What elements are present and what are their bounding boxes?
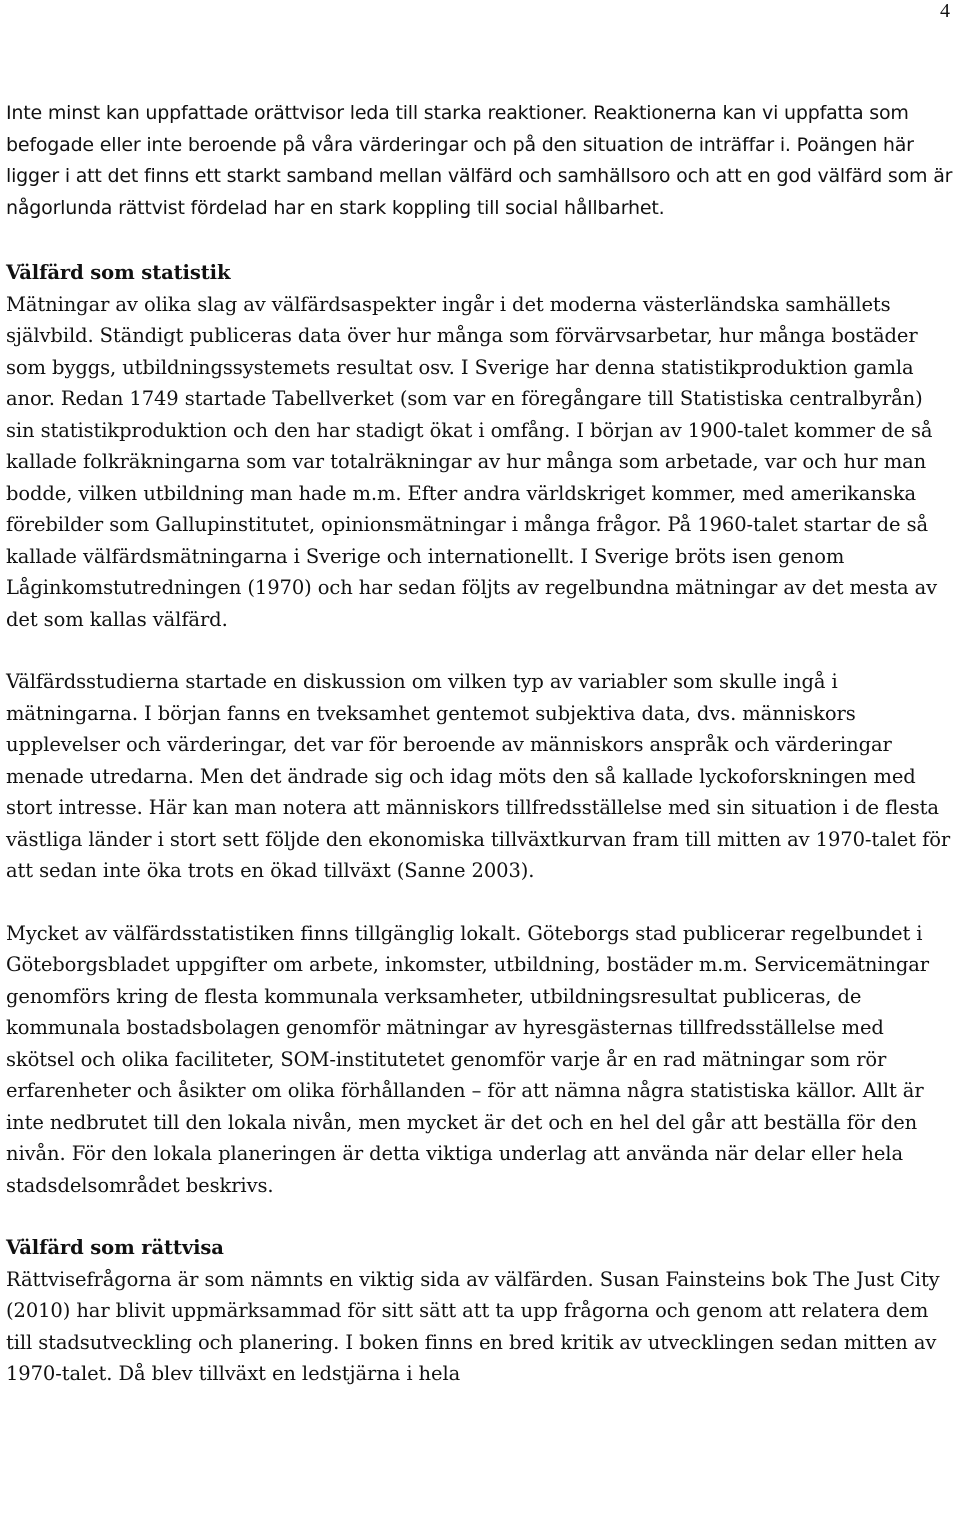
paragraph-intro: Inte minst kan uppfattade orättvisor leda till starka reaktioner. Reaktionerna kan vi uppfatta som befogade eller inte beroende på våra värderingar och på den situation de inträffar i. Poängen här ligger i att det finns ett starkt samband mellan välfärd och samhällsoro och att en god välfärd som är någorlunda rättvist fördelad har en stark koppling till social hållbarhet.	[6, 102, 953, 219]
document-body	[6, 98, 954, 1390]
section-justice	[6, 1232, 954, 1390]
paragraph-welfare-studies: Välfärdsstudierna startade en diskussion om vilken typ av variabler som skulle ingå i mätningarna. I början fanns en tveksamhet gentemot subjektiva data, dvs. människors upplevelser och värderingar, det var för beroende av människors anspråk och värderingar menade utredarna. Men det ändrade sig och idag möts den så kallade lyckoforskningen med stort intresse. Här kan man notera att människors tillfredsställelse med sin situation i de flesta västliga länder i stort sett följde den ekonomiska tillväxtkurvan fram till mitten av 1970-talet för att sedan inte öka trots en ökad tillväxt (Sanne 2003).	[6, 670, 951, 882]
page-number: 4	[940, 0, 950, 22]
paragraph-justice: Rättvisefrågorna är som nämnts en viktig sida av välfärden. Susan Fainsteins bok The Just City (2010) har blivit uppmärksammad för sitt sätt att ta upp frågorna och genom att relatera dem till stadsutveckling och planering. I boken finns en bred kritik av utvecklingen sedan mitten av 1970-talet. Då blev tillväxt en ledstjärna i hela	[6, 1267, 940, 1385]
section-heading-statistics: Välfärd som statistik	[6, 261, 231, 284]
section-heading-justice: Välfärd som rättvisa	[6, 1236, 224, 1259]
paragraph-statistics: Mätningar av olika slag av välfärdsaspekter ingår i det moderna västerländska samhällets självbild. Ständigt publiceras data över hur många som förvärvsarbetar, hur många bostäder som byggs, utbildningssystemets resultat osv. I Sverige har denna statistikproduktion gamla anor. Redan 1749 startade Tabellverket (som var en föregångare till Statistiska centralbyrån) sin statistikproduktion och den har stadigt ökat i omfång. I början av 1900-talet kommer de så kallade folkräkningarna som var totalräkningar av hur många som arbetade, var och hur man bodde, vilken utbildning man hade m.m. Efter andra världskriget kommer, med amerikanska förebilder som Gallupinstitutet, opinionsmätningar i många frågor. På 1960-talet startar de så kallade välfärdsmätningarna i Sverige och internationellt. I Sverige bröts isen genom Låginkomstutredningen (1970) och har sedan följts av regelbundna mätningar av det mesta av det som kallas välfärd.	[6, 292, 938, 631]
section-statistics	[6, 257, 954, 635]
paragraph-local-statistics: Mycket av välfärdsstatistiken finns tillgänglig lokalt. Göteborgs stad publicerar regelbundet i Göteborgsbladet uppgifter om arbete, inkomster, utbildning, bostäder m.m. Servicemätningar genomförs kring de flesta kommunala verksamheter, utbildningsresultat publiceras, de kommunala bostadsbolagen genomför mätningar av hyresgästernas tillfredsställelse med skötsel och olika faciliteter, SOM-institutetet genomför varje år en rad mätningar som rör erfarenheter och åsikter om olika förhållanden – för att nämna några statistiska källor. Allt är inte nedbrutet till den lokala nivån, men mycket är det och en hel del går att beställa för den nivån. För den lokala planeringen är detta viktiga underlag att använda när delar eller hela stadsdelsområdet beskrivs.	[6, 921, 930, 1197]
